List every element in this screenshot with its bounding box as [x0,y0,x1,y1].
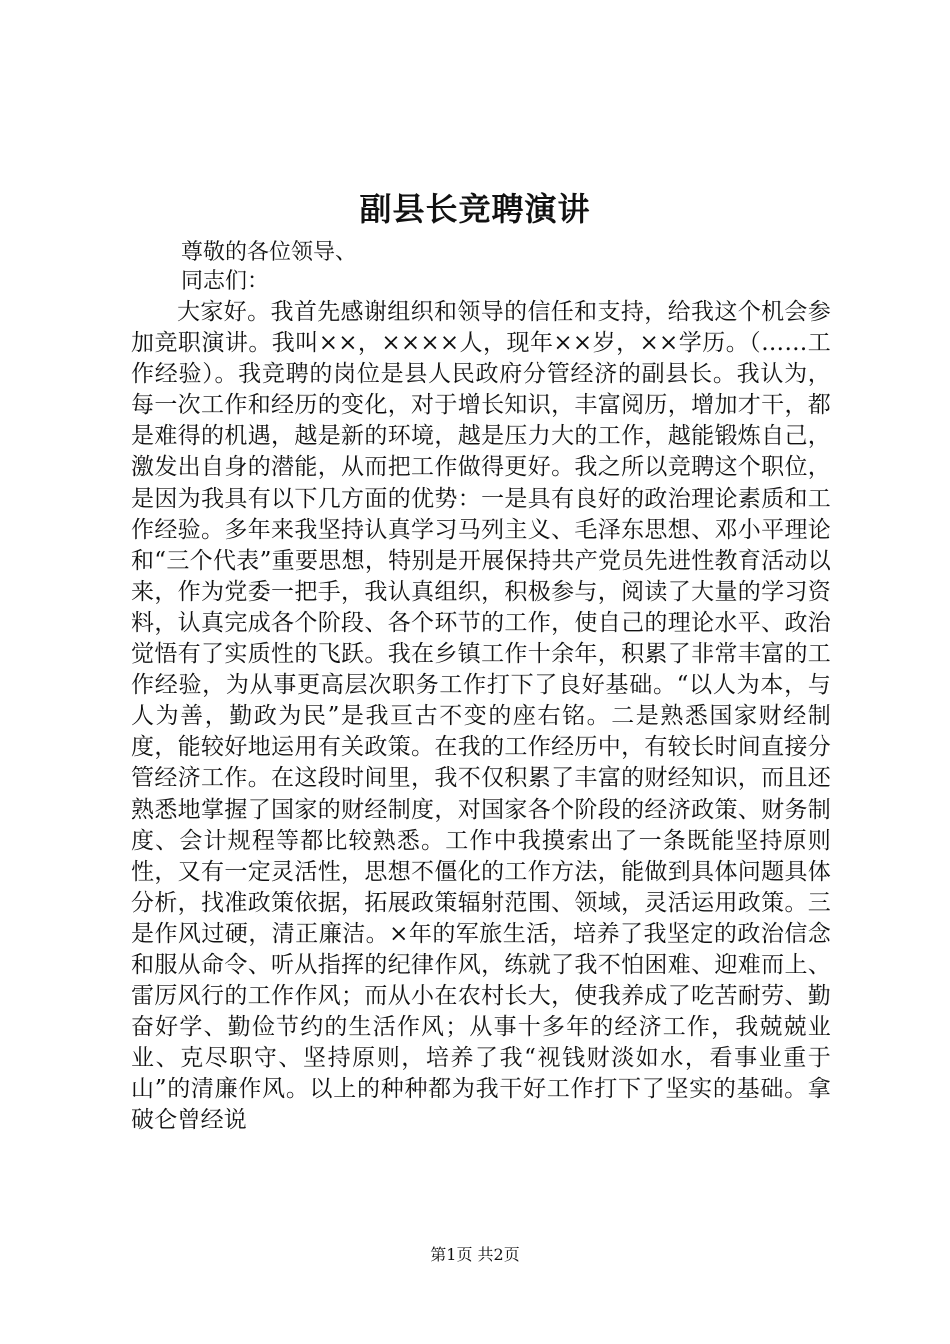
speech-body-paragraph: 大家好。我首先感谢组织和领导的信任和支持，给我这个机会参加竞职演讲。我叫××，××××人，现年××岁，××学历。（……工作经验）。我竞聘的岗位是县人民政府分管经济的副县长。我认为，每一次工作和经历的变化，对于增长知识，丰富阅历，增加才干，都是难得的机遇，越是新的环境，越是压力大的工作，越能锻炼自己，激发出自身的潜能，从而把工作做得更好。我之所以竞聘这个职位，是因为我具有以下几方面的优势：一是具有良好的政治理论素质和工作经验。多年来我坚持认真学习马列主义、毛泽东思想、邓小平理论和“三个代表”重要思想，特别是开展保持共产党员先进性教育活动以来，作为党委一把手，我认真组织，积极参与，阅读了大量的学习资料，认真完成各个阶段、各个环节的工作，使自己的理论水平、政治觉悟有了实质性的飞跃。我在乡镇工作十余年，积累了非常丰富的工作经验，为从事更高层次职务工作打下了良好基础。“以人为本，与人为善，勤政为民”是我亘古不变的座右铭。二是熟悉国家财经制度，能较好地运用有关政策。在我的工作经历中，有较长时间直接分管经济工作。在这段时间里，我不仅积累了丰富的财经知识，而且还熟悉地掌握了国家的财经制度，对国家各个阶段的经济政策、财务制度、会计规程等都比较熟悉。工作中我摸索出了一条既能坚持原则性，又有一定灵活性，思想不僵化的工作方法，能做到具体问题具体分析，找准政策依据，拓展政策辐射范围、领域，灵活运用政策。三是作风过硬，清正廉洁。×年的军旅生活，培养了我坚定的政治信念和服从命令、听从指挥的纪律作风，练就了我不怕困难、迎难而上、雷厉风行的工作作风；而从小在农村长大，使我养成了吃苦耐劳、勤奋好学、勤俭节约的生活作风；从事十多年的经济工作，我兢兢业业、克尽职守、坚持原则，培养了我“视钱财淡如水，看事业重于山”的清廉作风。以上的种种都为我干好工作打下了坚实的基础。拿破仑曾经说 [131,299,831,1134]
salutation-line-1: 尊敬的各位领导、 [181,240,358,265]
salutation-line-2: 同志们： [181,269,270,294]
page-footer: 第1页 共2页 [430,1245,520,1264]
page-title: 副县长竞聘演讲 [359,190,591,228]
